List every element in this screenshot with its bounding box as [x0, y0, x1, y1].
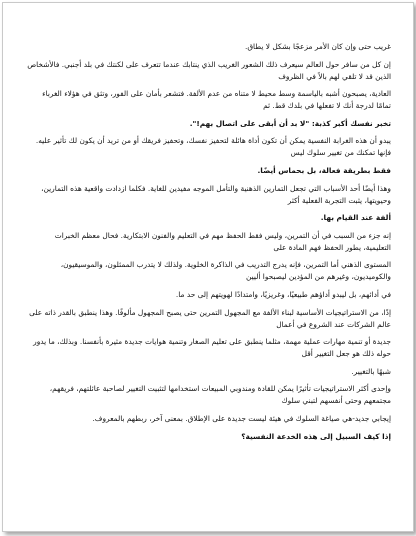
- paragraph: في أدائهم، بل ليبدو أداؤهم طبيعيًا، وغريزيًا، وامتدادًا لهويتهم إلى حد ما.: [175, 289, 391, 299]
- paragraph: إذًا، من الاستراتيجيات الأساسية لبناء الألفة مع المجهول التمرين حتى يصبح المجهول مألوفًا. وهذا ينطبق بالقدر ذاته على عالم الشركات عند الشروع في أعمال: [29, 307, 391, 329]
- paragraph: وهذا أيضًا أحد الأسباب التي تجعل التمارين الذهنية والتأمل الموجه مفيدين للغاية. فكلما ازدادت واقعية هذه التمارين، وحيويتها، يثبت التجربة الفعلية أكثر: [41, 183, 391, 205]
- document-body: [25, 41, 391, 448]
- paragraph: المستوى الذهني أما التمرين، فإنه يدرج التدريب في الذاكرة الخلوية. ولذلك لا يتدرب الممثلون، والموسيقيون، والكوميديون، وغيرهم من المؤدين ليصبحوا أليين: [60, 260, 391, 282]
- paragraph: يبدو أن هذه الغرابة النفسية يمكن أن تكون أداة هائلة لتحفيز نفسك، وتحفيز فريقك أو من تريد أن يكون لك تأثير عليه. فإنها تمكنك من تغيير سلوك ليس: [35, 136, 391, 158]
- paragraph: إذا كيف السبيل إلى هذه الخدعة النفسية؟: [241, 431, 391, 441]
- paragraph: إيجابي جديد-هي صياغة السلوك في هيئة ليست جديدة على الإطلاق. بمعنى آخر، ربطهم بالمعروف.: [92, 413, 391, 423]
- paragraph: شبهًا بالتغيير.: [351, 366, 391, 376]
- paragraph: غريب حتى وإن كان الأمر مزعجًا بشكل لا يطاق.: [244, 42, 391, 51]
- paragraph: تخبر نفسك أكبر كذبة: "لا بد أن أبقى على اتصال بهم!".: [189, 118, 391, 128]
- paragraph: جديدة أو تنمية مهارات عملية مهمة، مثلما ينطبق على تعليم الصغار وتنمية هوايات جديدة مثيرة بأنفسنا. وبذلك، ما يدور حوله ذلك هو جعل التغيير أقل: [33, 337, 391, 359]
- paragraph: وإحدى أكثر الاستراتيجيات تأثيرًا يمكن للقادة ومندوبي المبيعات استخدامها لتثبيت التغيير لصاحبة عائلتهم، فريقهم، مجتمعهم وحتى أنفسهم لتبني سلوك: [49, 384, 391, 406]
- document-page: [2, 2, 414, 532]
- paragraph: إنه جزء من السبب في أن التمرين، وليس فقط الحفظ مهم في التعليم والفنون الابتكارية. فحال معظم الخبرات التعليمية، يطور الحفظ فهم المادة على: [54, 230, 391, 252]
- paragraph: العادية، يصبحون أشبه بالياسمة وسط محيط لا متناه من عدم الألفة. فتشعر بأمان على الفور، وتثق في هؤلاء الغرباء تمامًا لدرجة أنك لا تفعلها في بلدك قط. ثم: [42, 89, 391, 111]
- paragraph: ألفة عند القيام بها.: [320, 213, 391, 223]
- paragraph: فقط بطريقة فعالة، بل بحماس أيضًا.: [257, 165, 391, 175]
- paragraph: إن كل من سافر حول العالم سيعرف ذلك الشعور الغريب الذي ينتابك عندما تتعرف على لكنتك في بلد أجنبي. فالأشخاص الذين قد لا تلقي لهم بالاً في الظروف: [27, 59, 391, 81]
